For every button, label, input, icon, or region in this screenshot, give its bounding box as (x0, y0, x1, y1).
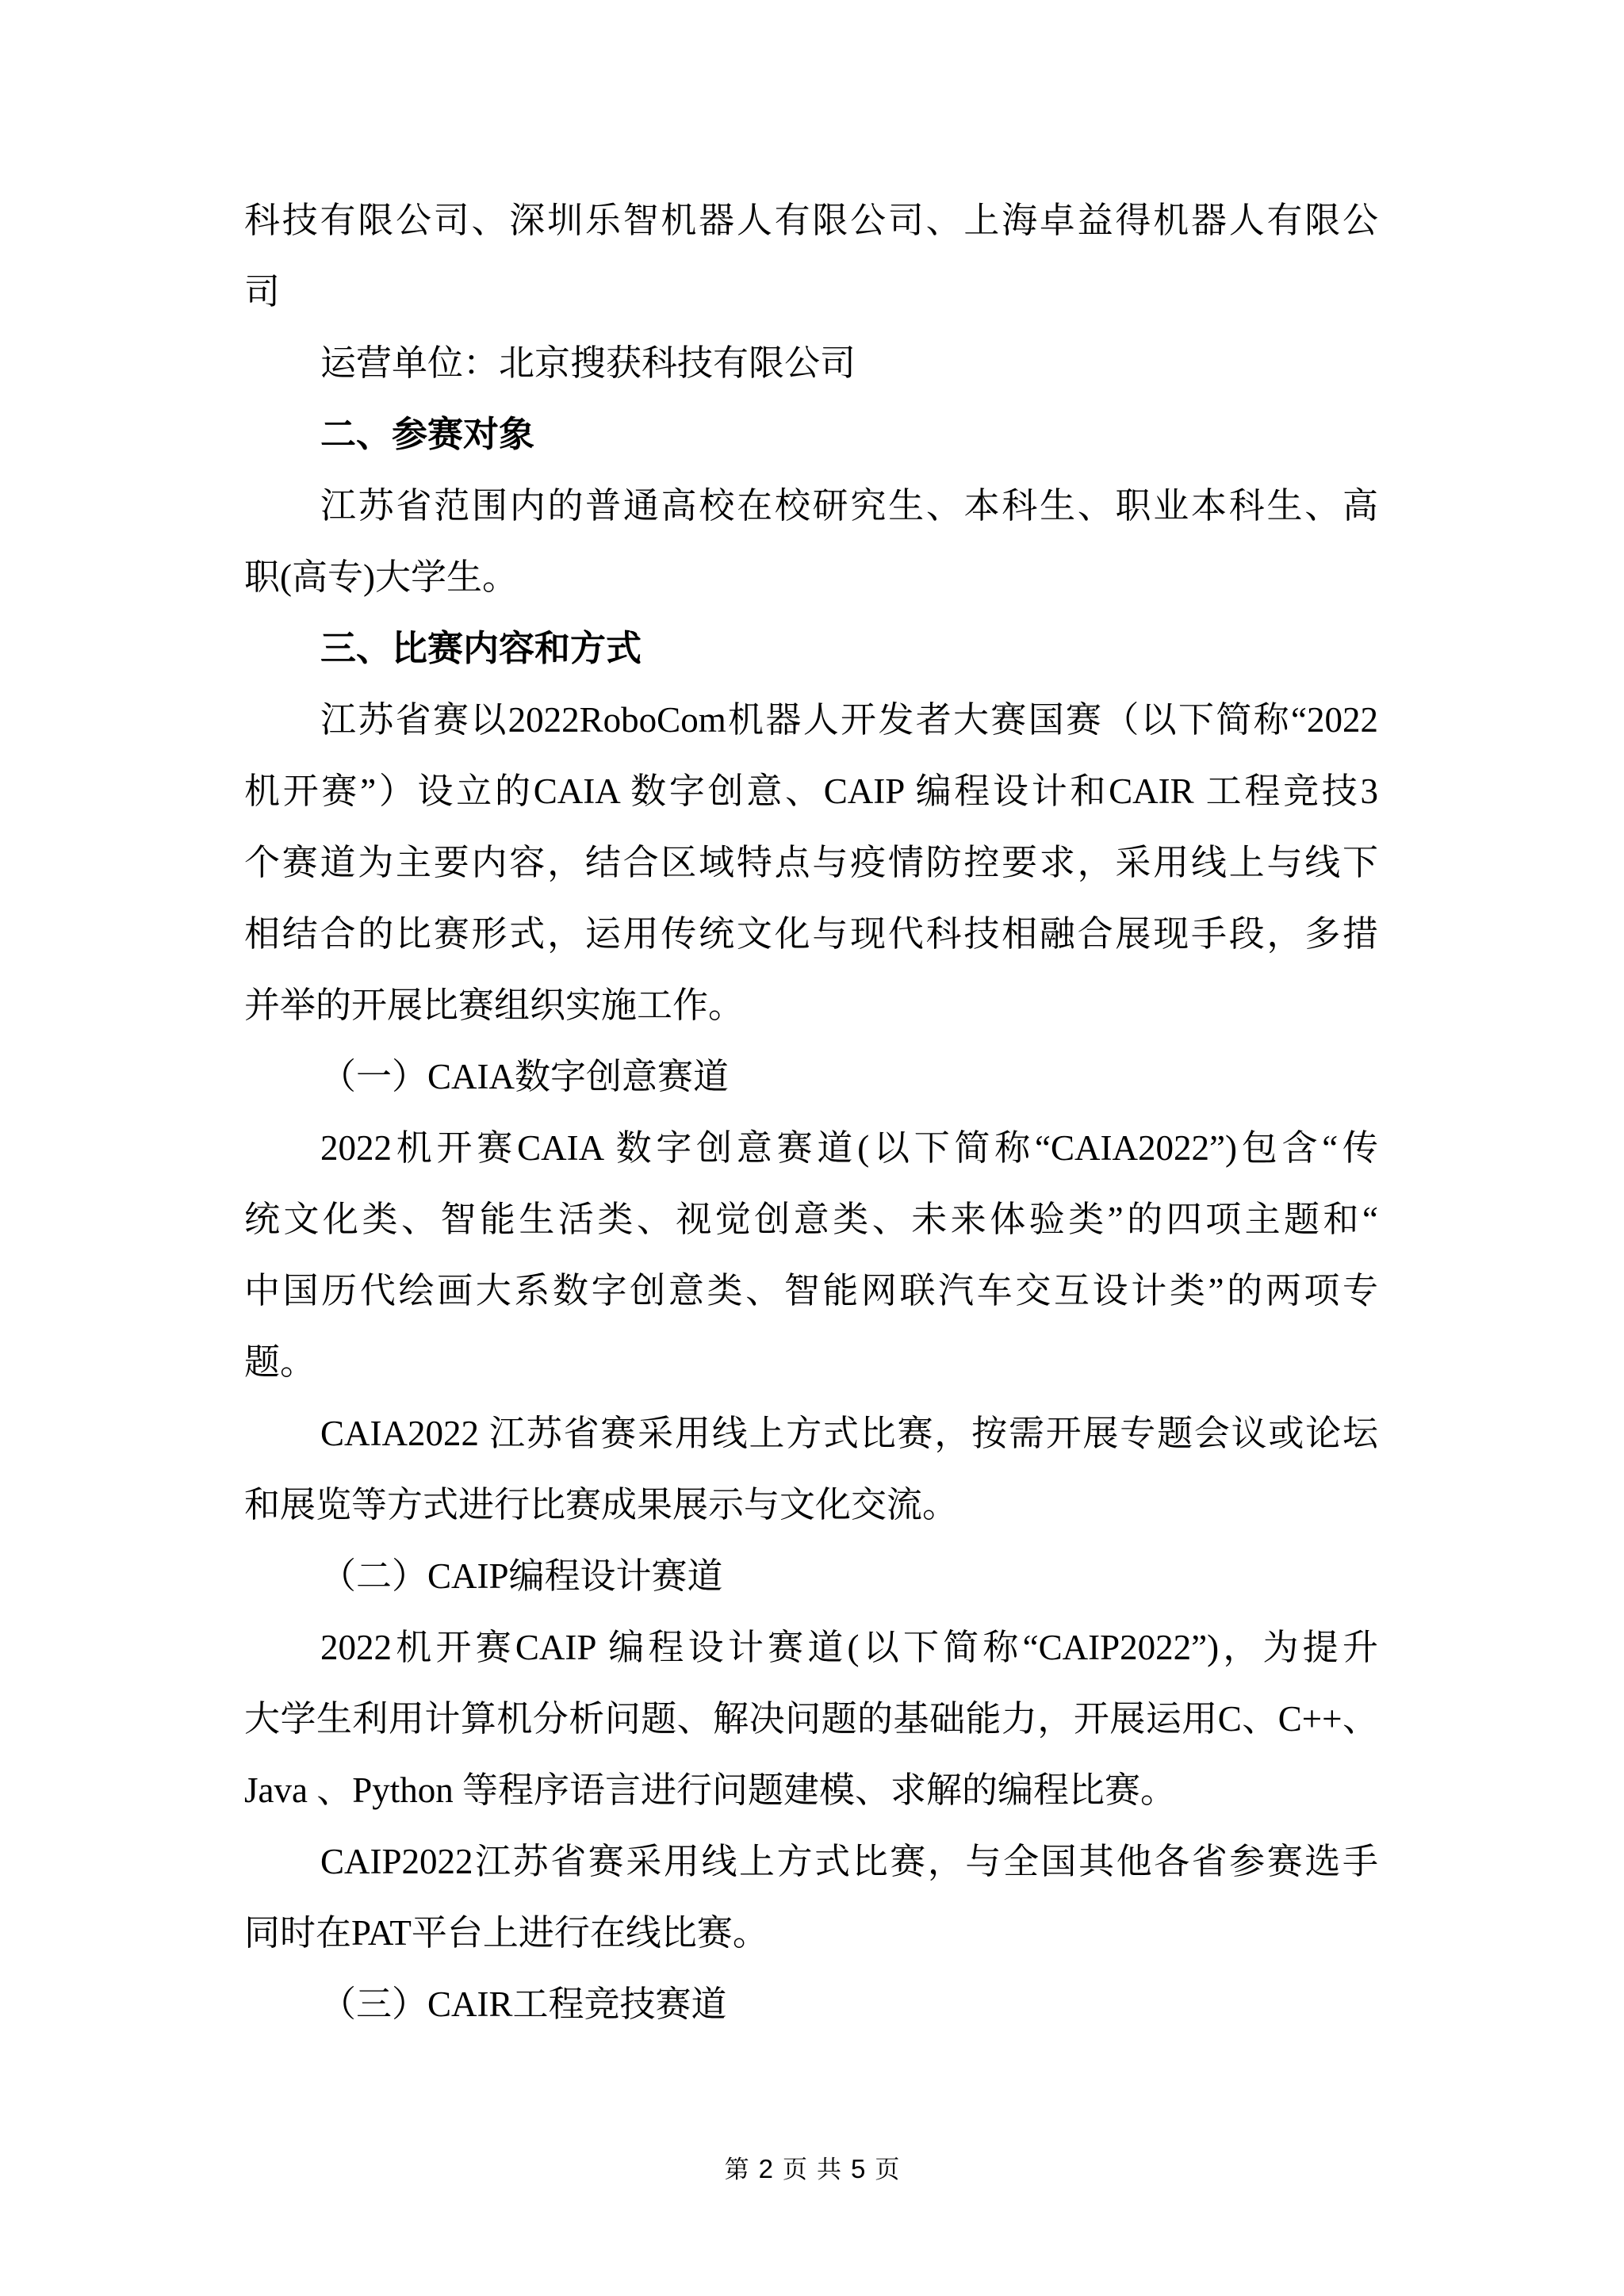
section-heading-2: 二、参赛对象 (320, 415, 535, 454)
subsection-heading-cair: （三）CAIR工程竞技赛道 (320, 1984, 727, 2024)
paragraph-continuation-line: 科技有限公司、深圳乐智机器人有限公司、上海卓益得机器人有限公 (244, 201, 1378, 240)
caip-line-2: 大学生利用计算机分析问题、解决问题的基础能力，开展运用C、C++、 (244, 1699, 1378, 1739)
paragraph-last-line: 司 (244, 272, 281, 312)
subsection-heading-caip: （二）CAIP编程设计赛道 (320, 1556, 723, 1596)
subsection-heading-caia: （一）CAIA数字创意赛道 (320, 1057, 729, 1096)
participants-line-1: 江苏省范围内的普通高校在校研究生、本科生、职业本科生、高 (320, 486, 1378, 526)
footer-total-pages: 5 (851, 2154, 866, 2183)
content-line-5: 并举的开展比赛组织实施工作。 (244, 985, 745, 1025)
footer-page-number: 2 (758, 2154, 773, 2183)
caip-online-line-2: 同时在PAT平台上进行在线比赛。 (244, 1913, 768, 1953)
content-line-1: 江苏省赛以2022RoboCom机器人开发者大赛国赛（以下简称“2022 (320, 700, 1378, 740)
caip-line-3: Java 、Python 等程序语言进行问题建模、求解的编程比赛。 (244, 1770, 1176, 1810)
content-line-3: 个赛道为主要内容，结合区域特点与疫情防控要求，采用线上与线下 (244, 843, 1378, 882)
caip-line-1: 2022机开赛CAIP 编程设计赛道(以下简称“CAIP2022”)，为提升 (320, 1628, 1378, 1667)
content-line-4: 相结合的比赛形式，运用传统文化与现代科技相融合展现手段，多措 (244, 914, 1378, 954)
page-footer (0, 2153, 1624, 2186)
caia-line-2: 统文化类、智能生活类、视觉创意类、未来体验类”的四项主题和“ (244, 1200, 1378, 1239)
document-body (244, 185, 1378, 2040)
footer-label-total: 共 (817, 2156, 841, 2183)
caia-online-line-1: CAIA2022 江苏省赛采用线上方式比赛，按需开展专题会议或论坛 (320, 1414, 1378, 1453)
caia-line-1: 2022机开赛CAIA 数字创意赛道(以下简称“CAIA2022”)包含“传 (320, 1128, 1378, 1168)
section-heading-3: 三、比赛内容和方式 (320, 629, 642, 668)
footer-prefix: 第 (724, 2156, 749, 2183)
caia-line-4: 题。 (244, 1342, 316, 1382)
operator-line: 运营单位：北京搜获科技有限公司 (320, 343, 856, 383)
caia-online-line-2: 和展览等方式进行比赛成果展示与文化交流。 (244, 1485, 959, 1525)
footer-label-pages: 页 (875, 2156, 900, 2183)
participants-line-2: 职(高专)大学生。 (244, 557, 518, 597)
caip-online-line-1: CAIP2022江苏省赛采用线上方式比赛，与全国其他各省参赛选手 (320, 1842, 1378, 1881)
caia-line-3: 中国历代绘画大系数字创意类、智能网联汽车交互设计类”的两项专 (244, 1271, 1378, 1311)
footer-label-page: 页 (783, 2156, 807, 2183)
content-line-2: 机开赛”）设立的CAIA 数字创意、CAIP 编程设计和CAIR 工程竞技3 (244, 771, 1378, 811)
